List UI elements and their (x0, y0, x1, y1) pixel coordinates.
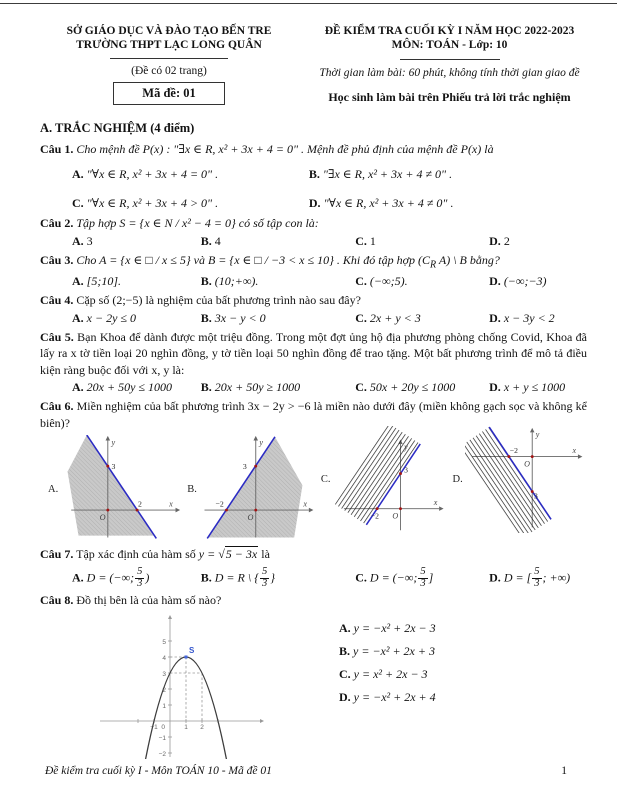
question-7-stem: Câu 7. Tập xác định của hàm số y = √5 − 3x là (40, 547, 270, 562)
option-d: D. y = −x² + 2x + 4 (339, 689, 436, 704)
exam-body (0, 105, 617, 759)
question-8 (40, 592, 587, 759)
question-2-stem: Câu 2. Tập hợp S = {x ∈ N / x² − 4 = 0} có số tập con là: (40, 216, 319, 231)
origin-label: O (523, 459, 530, 469)
question-7-options (40, 567, 587, 589)
graph-option-d (453, 425, 586, 533)
option-c: C. "∀x ∈ R, x² + 3x + 4 > 0" . (72, 196, 219, 211)
x-axis-label: x (572, 446, 576, 456)
x-intercept-label: −2 (509, 446, 518, 456)
question-7 (40, 546, 587, 589)
graph-b (199, 435, 318, 543)
header-left-divider (110, 58, 228, 59)
question-3-label: Câu 3. (40, 252, 74, 267)
svg-text:4: 4 (162, 654, 166, 662)
option-a: A. D = (−∞; $\frac{5}{3}$ ) (72, 565, 150, 589)
x-intercept-label: −2 (215, 499, 224, 509)
tick-labels (150, 639, 204, 758)
y-axis-label: y (111, 438, 116, 448)
question-6 (40, 398, 587, 543)
section-title: A. TRẮC NGHIỆM (4 điểm) (40, 120, 195, 135)
graph-option-c (321, 426, 450, 532)
page-number: 1 (561, 765, 567, 777)
option-d: D. "∀x ∈ R, x² + 3x + 4 ≠ 0" . (308, 196, 454, 211)
option-d: D. x − 3y < 2 (489, 310, 555, 325)
question-2-label: Câu 2. (40, 216, 74, 231)
question-3 (40, 252, 587, 289)
question-5-label: Câu 5. (40, 329, 74, 344)
svg-text:−1: −1 (150, 723, 158, 731)
option-c: C. 50x + 20y ≤ 1000 (355, 380, 456, 395)
graph-b-letter: B. (187, 483, 197, 495)
option-d: D. D = [ $\frac{5}{3}$ ; +∞) (489, 565, 571, 589)
exam-subject: MÔN: TOÁN - Lớp: 10 (391, 39, 508, 52)
svg-text:5: 5 (162, 638, 166, 646)
sqrt-expression: √5 − 3x (218, 547, 258, 562)
footer-exam-info: Đề kiểm tra cuối kỳ I - Môn TOÁN 10 - Mã đề 01 (45, 765, 272, 777)
option-a: A. 20x + 50y ≤ 1000 (72, 380, 173, 395)
option-c: C. (−∞;5). (355, 274, 408, 289)
option-a: A. x − 2y ≤ 0 (72, 310, 137, 325)
svg-text:2: 2 (200, 723, 204, 731)
question-5-options (40, 380, 587, 395)
question-3-stem: Câu 3. Cho A = {x ∈ □ / x ≤ 5} và B = {x ∈ □ / −3 < x ≤ 10} . Khi đó tập hợp ($C_R$ A) \ B bằng? (40, 252, 500, 271)
x-axis-label: x (303, 499, 307, 509)
shaded-region (68, 435, 155, 536)
option-b: B. 4 (200, 233, 221, 248)
option-a: A. y = −x² + 2x − 3 (339, 620, 436, 635)
parabola-graph (92, 611, 267, 759)
origin-label: O (391, 511, 398, 521)
shaded-region (465, 427, 551, 533)
shaded-region (208, 437, 302, 538)
question-7-label: Câu 7. (40, 547, 74, 562)
x-intercept-label: 2 (138, 499, 143, 509)
vertex-point (185, 655, 188, 658)
graph-option-a (48, 435, 184, 543)
question-1-stem: Câu 1. Cho mệnh đề P(x) : "∃x ∈ R, x² + 3x + 4 = 0" . Mệnh đề phủ định của mệnh đề P(x) là (40, 141, 494, 156)
y-axis-label: y (259, 438, 263, 448)
header-right (300, 24, 599, 105)
option-b: B. 20x + 50y ≥ 1000 (200, 380, 301, 395)
instruction-note: Học sinh làm bài trên Phiếu trả lời trắc nghiệm (328, 89, 571, 104)
y-intercept-label: 3 (403, 466, 408, 476)
y-axis-label: y (535, 430, 540, 440)
graph-d-letter: D. (452, 473, 463, 485)
question-1 (40, 141, 587, 212)
question-8-stem: Câu 8. Đồ thị bên là của hàm số nào? (40, 593, 222, 608)
question-1-options (40, 167, 587, 211)
question-4 (40, 292, 587, 326)
question-5-stem: Câu 5. Bạn Khoa để dành được một triệu đồng. Trong một đợt ủng hộ địa phương phòng chống Covid, Khoa đã lấy ra x tờ tiền loại 20 nghìn đồng, y tờ tiền loại 50 nghìn đồng để trao tặng. Một bất phương trình để mô tả điều kiện ràng buộc đối với x, y là: (40, 329, 588, 377)
question-2 (40, 215, 587, 249)
question-8-label: Câu 8. (40, 593, 74, 608)
option-d: D. x + y ≤ 1000 (489, 380, 566, 395)
option-c: C. 2x + y < 3 (355, 310, 421, 325)
option-a: A. 3 (72, 233, 93, 248)
option-a: A. [5;10]. (72, 274, 122, 289)
subscript-R: R (429, 259, 437, 271)
option-c: C. y = x² + 2x − 3 (339, 666, 428, 681)
option-b: B. 3x − y < 0 (200, 310, 266, 325)
option-c: C. 1 (355, 233, 376, 248)
question-1-label: Câu 1. (40, 141, 74, 156)
svg-text:3: 3 (162, 670, 166, 678)
graph-c (333, 426, 450, 532)
graph-c-letter: C. (320, 473, 331, 485)
department-name: SỞ GIÁO DỤC VÀ ĐÀO TẠO BẾN TRE (66, 25, 272, 37)
duration-note: Thời gian làm bài: 60 phút, không tính thời gian giao đề (319, 66, 580, 79)
question-4-options (40, 311, 587, 326)
x-axis-label: x (433, 498, 437, 508)
pages-note: (Đề có 02 trang) (131, 64, 207, 77)
y-intercept-label: 3 (533, 492, 538, 502)
svg-text:1: 1 (184, 723, 188, 731)
question-4-label: Câu 4. (40, 293, 74, 308)
exam-title: ĐỀ KIỂM TRA CUỐI KỲ I NĂM HỌC 2022-2023 (324, 25, 575, 37)
option-d: D. 2 (489, 233, 510, 248)
question-6-graphs (40, 430, 587, 543)
option-b: B. y = −x² + 2x + 3 (339, 643, 435, 658)
x-axis-label: x (169, 499, 174, 509)
page-footer (45, 765, 567, 777)
helper-lines (170, 657, 202, 721)
header-left (38, 24, 300, 105)
option-b: B. D = R \ { $\frac{5}{3}$ } (200, 565, 276, 589)
question-2-options (40, 234, 587, 249)
question-4-stem: Câu 4. Cặp số (2;−5) là nghiệm của bất phương trình nào sau đây? (40, 293, 361, 308)
graph-option-b (187, 435, 318, 543)
option-a: A. "∀x ∈ R, x² + 3x + 4 = 0" . (72, 167, 219, 182)
header-right-divider (400, 59, 500, 60)
vertex-label: S (189, 645, 195, 655)
y-axis-label: y (403, 442, 408, 452)
origin-label: O (99, 513, 106, 523)
option-c: C. D = (−∞; $\frac{5}{3}$ ] (355, 565, 434, 589)
svg-text:1: 1 (162, 702, 166, 710)
question-6-stem: Câu 6. Miền nghiệm của bất phương trình 3x − 2y > −6 là miền nào dưới đây (miền không gạch sọc và không kể biên)? (40, 399, 588, 430)
y-intercept-label: 3 (111, 462, 116, 472)
svg-text:−2: −2 (158, 750, 166, 758)
svg-text:−1: −1 (158, 734, 166, 742)
question-5 (40, 329, 587, 396)
question-6-label: Câu 6. (40, 399, 74, 414)
graph-a (60, 435, 184, 543)
option-d: D. (−∞;−3) (489, 274, 547, 289)
graph-a-letter: A. (48, 483, 59, 495)
question-8-options (339, 621, 436, 759)
school-name: TRƯỜNG THPT LẠC LONG QUÂN (76, 39, 262, 52)
origin-label: O (247, 513, 254, 523)
exam-code-box: Mã đề: 01 (113, 82, 224, 105)
svg-text:0: 0 (161, 723, 165, 731)
y-intercept-label: 3 (242, 462, 247, 472)
graph-d (465, 425, 586, 533)
option-b: B. (10;+∞). (200, 274, 259, 289)
svg-text:2: 2 (162, 686, 166, 694)
question-3-options (40, 274, 587, 289)
question-8-body (40, 611, 587, 759)
x-intercept-label: −2 (370, 511, 379, 521)
option-b: B. "∃x ∈ R, x² + 3x + 4 ≠ 0" . (308, 167, 453, 182)
exam-header (0, 4, 617, 105)
axes (100, 615, 264, 757)
